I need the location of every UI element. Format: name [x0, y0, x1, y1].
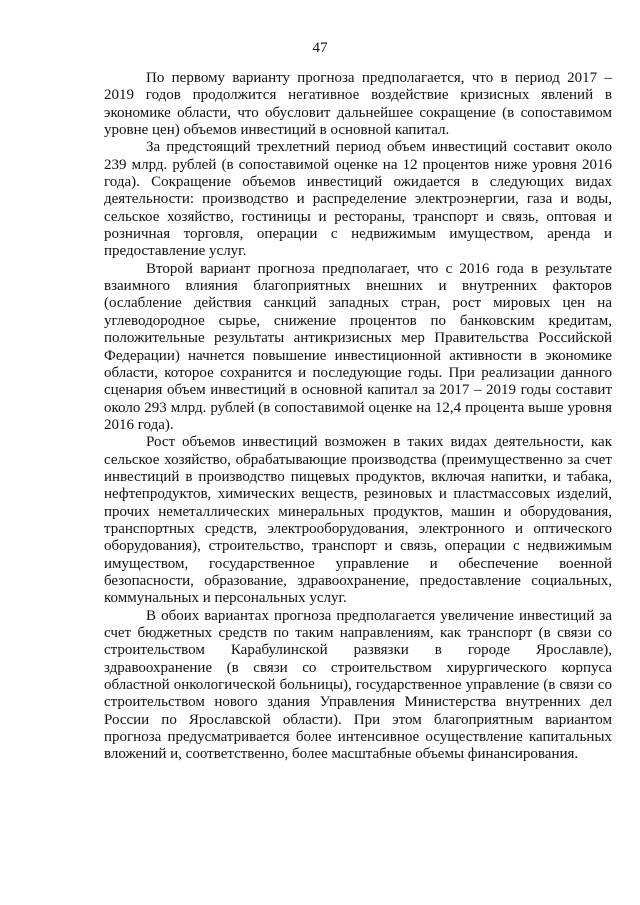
paragraph-variant-two: Второй вариант прогноза предполагает, что с 2016 года в результате взаимного влияния благоприятных внешних и внутренних факторов (ослабление действия санкций западных стран, рост мировых цен на углеводородное сырье, снижение процентов по банковским кредитам, положительные результаты антикризисных мер Правительства Российской Федерации) начнется повышение инвестиционной активности в экономике области, которое сохранится и последующие годы. При реализации данного сценария объем инвестиций в основной капитал за 2017 – 2019 годы составит около 293 млрд. рублей (в сопоставимой оценке на 12,4 процента выше уровня 2016 года). [104, 260, 612, 433]
document-body [104, 70, 612, 764]
paragraph-budget-investment: В обоих вариантах прогноза предполагается увеличение инвестиций за счет бюджетных средств по таким направлениям, как транспорт (в связи со строительством Карабулинской развязки в городе Ярославле), здравоохранение (в связи со строительством хирургического корпуса областной онкологической больницы), государственное управление (в связи со строительством нового здания Управления Министерства внутренних дел России по Ярославской области). При этом благоприятным вариантом прогноза предусматривается более интенсивное осуществление капитальных вложений и, соответственно, более масштабные объемы финансирования. [104, 607, 612, 763]
paragraph-three-year-investment: За предстоящий трехлетний период объем инвестиций составит около 239 млрд. рублей (в сопоставимой оценке на 12 процентов ниже уровня 2016 года). Сокращение объемов инвестиций ожидается в следующих видах деятельности: производство и распределение электроэнергии, газа и воды, сельское хозяйство, гостиницы и рестораны, транспорт и связь, оптовая и розничная торговля, операции с недвижимым имуществом, аренда и предоставление услуг. [104, 139, 612, 260]
paragraph-variant-one: По первому варианту прогноза предполагается, что в период 2017 – 2019 годов продолжится негативное воздействие кризисных явлений в экономике области, что обусловит дальнейшее сокращение (в сопоставимом уровне цен) объемов инвестиций в основной капитал. [104, 70, 612, 139]
paragraph-investment-growth: Рост объемов инвестиций возможен в таких видах деятельности, как сельское хозяйство, обрабатывающие производства (преимущественно за счет инвестиций в производство пищевых продуктов, включая напитки, и табака, нефтепродуктов, химических веществ, резиновых и пластмассовых изделий, прочих неметаллических минеральных продуктов, машин и оборудования, транспортных средств, электрооборудования, электронного и оптического оборудования), строительство, транспорт и связь, операции с недвижимым имуществом, государственное управление и обеспечение военной безопасности, образование, здравоохранение, предоставление социальных, коммунальных и персональных услуг. [104, 434, 612, 607]
page-number: 47 [312, 40, 328, 56]
